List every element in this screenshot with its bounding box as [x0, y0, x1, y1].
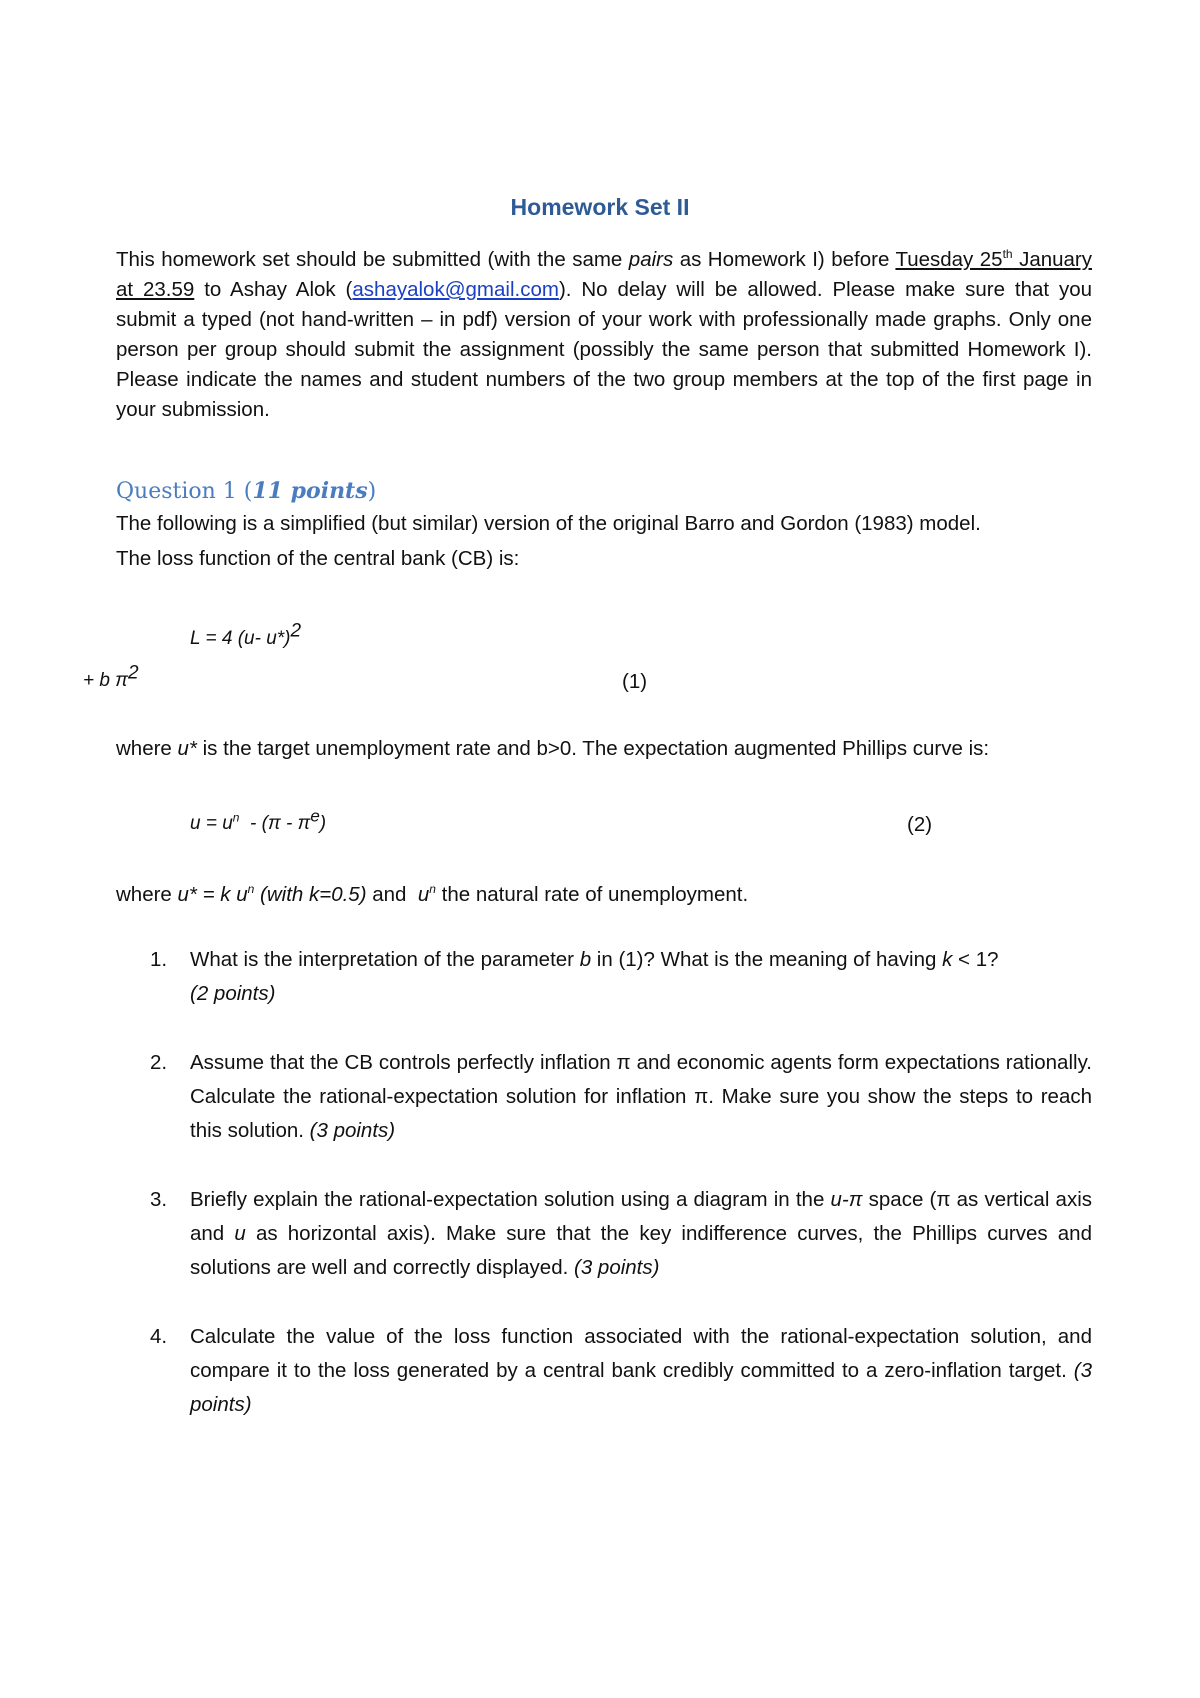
item-italic-upi: u-π	[830, 1188, 863, 1211]
item-text: space (π as vertical axis and	[190, 1188, 1092, 1245]
item-italic-k: k	[942, 948, 953, 971]
where2-text-2: and	[366, 883, 418, 906]
item-text: Calculate the value of the loss function associated with the rational-expectation solution, and compare it to the loss generated by a central bank credibly committed to a zero-inflation target.	[190, 1325, 1092, 1382]
eq2-end: )	[319, 813, 327, 834]
item-body	[190, 1183, 1092, 1285]
equation-1-rhs	[83, 662, 139, 692]
item-text: < 1?	[952, 948, 999, 971]
eq2-sup2: e	[310, 806, 320, 826]
where2-text: where	[116, 883, 178, 906]
item-text: What is the interpretation of the parameter	[190, 948, 580, 971]
intro-text: as Homework I) before	[673, 248, 896, 271]
where2-m3: u	[417, 883, 430, 906]
item-points: (3 points)	[309, 1119, 396, 1142]
eq1-lhs-text: L = 4 (u- u*)	[190, 628, 291, 649]
item-number: 2.	[150, 1051, 168, 1074]
intro-pairs: pairs	[628, 248, 674, 271]
question-heading	[116, 478, 376, 504]
list-item	[150, 1183, 1092, 1285]
eq1-rhs-exp: 2	[127, 662, 139, 684]
where2-m1: u* = k u	[177, 883, 248, 906]
intro-text: This homework set should be submitted (with the same	[116, 248, 629, 271]
equation-1-number: (1)	[622, 670, 648, 693]
item-italic-b: b	[579, 948, 592, 971]
eq2-sup: n	[232, 810, 240, 825]
item-italic-u: u	[234, 1222, 246, 1245]
page-title: Homework Set II	[510, 194, 690, 220]
question-label: Question 1 (	[116, 479, 253, 504]
item-points: (3 points)	[190, 1359, 1092, 1416]
item-text: as horizontal axis). Make sure that the key indifference curves, the Phillips curves and solutions are well and correctly displayed.	[190, 1222, 1092, 1279]
where2-m3-sup: n	[429, 882, 436, 897]
eq2-text: u = u	[190, 813, 233, 834]
equation-2-number: (2)	[907, 813, 933, 836]
item-body	[190, 1320, 1092, 1422]
item-points: (3 points)	[574, 1256, 660, 1279]
eq2-mid: - (π - π	[239, 813, 311, 834]
where1-ustar: u*	[177, 737, 197, 760]
list-item	[150, 943, 1092, 1011]
intro-text: ). No delay will be allowed. Please make sure that you submit a typed (not hand-written – in pdf) version of your work with professionally made graphs. Only one person per group should submit the assignment (possibly the same person that submitted Homework I). Please indicate the names and student numbers of the two group members at the top of the first page in your submission.	[116, 278, 1093, 421]
where1-text-2: is the target unemployment rate and b>0. The expectation augmented Phillips curve is:	[196, 737, 990, 760]
equation-2	[190, 806, 327, 835]
where-line-2	[116, 883, 748, 907]
item-number: 3.	[150, 1188, 168, 1211]
where2-math-1	[178, 883, 367, 906]
where-line-1	[116, 737, 989, 761]
item-text: in (1)? What is the meaning of having	[591, 948, 943, 971]
where1-text: where	[116, 737, 178, 760]
deadline-day: Tuesday 25	[895, 248, 1003, 271]
where2-math-2	[418, 883, 436, 906]
item-body	[190, 943, 1092, 1011]
eq1-rhs-text: + b π	[83, 670, 128, 691]
item-number: 1.	[150, 948, 168, 971]
deadline-suffix: th	[1002, 247, 1013, 262]
list-item	[150, 1046, 1092, 1148]
item-points: (2 points)	[190, 982, 276, 1005]
eq1-lhs-exp: 2	[290, 620, 302, 642]
where2-m1-sup: n	[247, 882, 255, 897]
intro-paragraph	[116, 245, 1092, 425]
question-line-2: The loss function of the central bank (CB) is:	[116, 547, 520, 570]
deadline-time: January at 23.59	[116, 248, 1092, 301]
equation-1-lhs	[190, 620, 302, 650]
email-link[interactable]: ashayalok@gmail.com	[352, 278, 559, 301]
question-close: )	[367, 479, 377, 504]
item-text: Assume that the CB controls perfectly inflation π and economic agents form expectations rationally. Calculate the rational-expectation solution for inflation π. Make sure you show the steps to reach this solution.	[190, 1051, 1092, 1142]
question-line-1: The following is a simplified (but similar) version of the original Barro and Gordon (1983) model.	[116, 512, 981, 535]
list-item	[150, 1320, 1092, 1422]
item-body	[190, 1046, 1092, 1148]
item-text: Briefly explain the rational-expectation solution using a diagram in the	[190, 1188, 831, 1211]
question-points: 11 points	[252, 478, 368, 504]
where2-m2: (with k=0.5)	[254, 883, 367, 906]
where2-text-3: the natural rate of unemployment.	[435, 883, 749, 906]
intro-text: to Ashay Alok (	[194, 278, 353, 301]
item-number: 4.	[150, 1325, 168, 1348]
